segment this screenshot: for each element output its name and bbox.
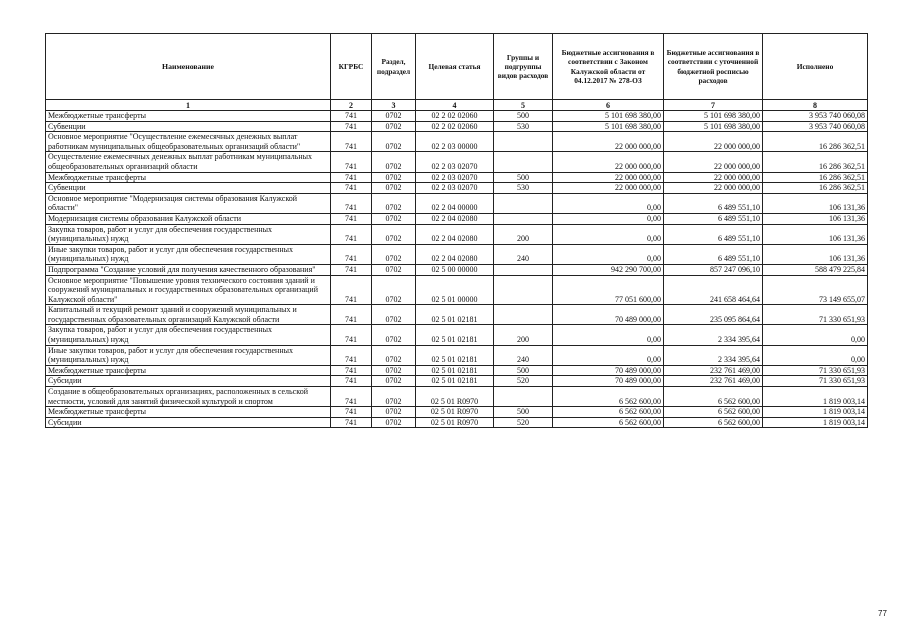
- row-razdel: 0702: [372, 244, 416, 264]
- column-number: 1: [46, 100, 331, 111]
- row-name: Межбюджетные трансферты: [46, 172, 331, 183]
- row-zakon-amount: 0,00: [553, 345, 664, 365]
- row-kgrbs: 741: [331, 152, 372, 172]
- row-ispolneno-amount: 71 330 651,93: [763, 305, 868, 325]
- page-number: 77: [878, 609, 887, 618]
- row-zakon-amount: 70 489 000,00: [553, 365, 664, 376]
- row-celevaya-statya: 02 5 01 02181: [416, 305, 494, 325]
- row-zakon-amount: 77 051 600,00: [553, 275, 664, 305]
- row-ispolneno-amount: 71 330 651,93: [763, 376, 868, 387]
- row-kgrbs: 741: [331, 305, 372, 325]
- row-kgrbs: 741: [331, 132, 372, 152]
- row-kgrbs: 741: [331, 244, 372, 264]
- budget-table: [45, 33, 868, 428]
- row-celevaya-statya: 02 2 03 02070: [416, 172, 494, 183]
- row-zakon-amount: 0,00: [553, 193, 664, 213]
- row-vid-rashodov: [494, 305, 553, 325]
- row-rospis-amount: 6 489 551,10: [664, 193, 763, 213]
- header-kgrbs: КГРБС: [331, 34, 372, 100]
- table-row: [46, 275, 868, 305]
- header-vid-rashodov: Группы и подгруппы видов расходов: [494, 34, 553, 100]
- row-name: Субвенции: [46, 121, 331, 132]
- table-row: [46, 345, 868, 365]
- row-ispolneno-amount: 106 131,36: [763, 193, 868, 213]
- row-kgrbs: 741: [331, 193, 372, 213]
- row-vid-rashodov: [494, 264, 553, 275]
- row-vid-rashodov: 500: [494, 407, 553, 418]
- column-number: 5: [494, 100, 553, 111]
- row-vid-rashodov: 520: [494, 417, 553, 428]
- row-celevaya-statya: 02 2 02 02060: [416, 121, 494, 132]
- row-name: Закупка товаров, работ и услуг для обеспечения государственных (муниципальных) нужд: [46, 224, 331, 244]
- table-row: [46, 172, 868, 183]
- row-rospis-amount: 6 489 551,10: [664, 213, 763, 224]
- table-row: [46, 193, 868, 213]
- row-name: Субсидии: [46, 376, 331, 387]
- row-kgrbs: 741: [331, 376, 372, 387]
- row-kgrbs: 741: [331, 365, 372, 376]
- row-zakon-amount: 6 562 600,00: [553, 387, 664, 407]
- row-name: Закупка товаров, работ и услуг для обеспечения государственных (муниципальных) нужд: [46, 325, 331, 345]
- row-rospis-amount: 6 489 551,10: [664, 244, 763, 264]
- row-ispolneno-amount: 1 819 003,14: [763, 417, 868, 428]
- row-rospis-amount: 241 658 464,64: [664, 275, 763, 305]
- row-vid-rashodov: [494, 213, 553, 224]
- row-ispolneno-amount: 16 286 362,51: [763, 172, 868, 183]
- row-name: Модернизация системы образования Калужской области: [46, 213, 331, 224]
- row-ispolneno-amount: 71 330 651,93: [763, 365, 868, 376]
- row-name: Осуществление ежемесячных денежных выплат работникам муниципальных общеобразовательных организаций области: [46, 152, 331, 172]
- row-celevaya-statya: 02 2 04 02080: [416, 213, 494, 224]
- header-rospis-assignments: Бюджетные ассигнования в соответствии с уточненной бюджетной росписью расходов: [664, 34, 763, 100]
- column-number: 4: [416, 100, 494, 111]
- column-number: 6: [553, 100, 664, 111]
- row-ispolneno-amount: 3 953 740 060,08: [763, 111, 868, 122]
- row-zakon-amount: 6 562 600,00: [553, 407, 664, 418]
- row-razdel: 0702: [372, 365, 416, 376]
- row-celevaya-statya: 02 2 04 00000: [416, 193, 494, 213]
- row-kgrbs: 741: [331, 213, 372, 224]
- row-celevaya-statya: 02 5 00 00000: [416, 264, 494, 275]
- row-vid-rashodov: 500: [494, 365, 553, 376]
- row-zakon-amount: 6 562 600,00: [553, 417, 664, 428]
- row-rospis-amount: 22 000 000,00: [664, 183, 763, 194]
- row-zakon-amount: 22 000 000,00: [553, 183, 664, 194]
- row-name: Субсидии: [46, 417, 331, 428]
- table-row: [46, 121, 868, 132]
- row-celevaya-statya: 02 5 01 02181: [416, 376, 494, 387]
- row-vid-rashodov: 520: [494, 376, 553, 387]
- row-vid-rashodov: [494, 193, 553, 213]
- row-ispolneno-amount: 16 286 362,51: [763, 132, 868, 152]
- row-name: Подпрограмма "Создание условий для получения качественного образования": [46, 264, 331, 275]
- row-kgrbs: 741: [331, 172, 372, 183]
- row-ispolneno-amount: 3 953 740 060,08: [763, 121, 868, 132]
- row-razdel: 0702: [372, 264, 416, 275]
- row-vid-rashodov: 240: [494, 244, 553, 264]
- header-razdel: Раздел, подраздел: [372, 34, 416, 100]
- row-celevaya-statya: 02 5 01 R0970: [416, 387, 494, 407]
- row-name: Основное мероприятие "Повышение уровня технического состояния зданий и сооружений муниципальных и государственных образовательных организаций Калужской области": [46, 275, 331, 305]
- row-rospis-amount: 235 095 864,64: [664, 305, 763, 325]
- row-zakon-amount: 0,00: [553, 244, 664, 264]
- row-zakon-amount: 70 489 000,00: [553, 305, 664, 325]
- row-zakon-amount: 22 000 000,00: [553, 132, 664, 152]
- row-ispolneno-amount: 1 819 003,14: [763, 387, 868, 407]
- row-ispolneno-amount: 1 819 003,14: [763, 407, 868, 418]
- row-rospis-amount: 232 761 469,00: [664, 365, 763, 376]
- table-row: [46, 305, 868, 325]
- row-razdel: 0702: [372, 387, 416, 407]
- row-celevaya-statya: 02 2 03 00000: [416, 132, 494, 152]
- row-zakon-amount: 5 101 698 380,00: [553, 111, 664, 122]
- row-vid-rashodov: 200: [494, 224, 553, 244]
- row-rospis-amount: 22 000 000,00: [664, 152, 763, 172]
- header-row: [46, 34, 868, 100]
- table-row: [46, 183, 868, 194]
- row-ispolneno-amount: 73 149 655,07: [763, 275, 868, 305]
- row-rospis-amount: 6 562 600,00: [664, 407, 763, 418]
- table-row: [46, 244, 868, 264]
- row-rospis-amount: 6 562 600,00: [664, 387, 763, 407]
- row-celevaya-statya: 02 2 04 02080: [416, 244, 494, 264]
- table-row: [46, 325, 868, 345]
- table-row: [46, 407, 868, 418]
- row-ispolneno-amount: 16 286 362,51: [763, 152, 868, 172]
- row-celevaya-statya: 02 2 03 02070: [416, 152, 494, 172]
- column-number-row: [46, 100, 868, 111]
- row-ispolneno-amount: 0,00: [763, 325, 868, 345]
- row-kgrbs: 741: [331, 275, 372, 305]
- row-name: Основное мероприятие "Модернизация системы образования Калужской области": [46, 193, 331, 213]
- row-razdel: 0702: [372, 183, 416, 194]
- row-kgrbs: 741: [331, 264, 372, 275]
- table-row: [46, 224, 868, 244]
- row-celevaya-statya: 02 5 01 02181: [416, 365, 494, 376]
- row-celevaya-statya: 02 5 01 R0970: [416, 417, 494, 428]
- column-number: 8: [763, 100, 868, 111]
- row-celevaya-statya: 02 5 01 00000: [416, 275, 494, 305]
- row-rospis-amount: 232 761 469,00: [664, 376, 763, 387]
- row-vid-rashodov: [494, 132, 553, 152]
- row-name: Создание в общеобразовательных организациях, расположенных в сельской местности, условий для занятий физической культурой и спортом: [46, 387, 331, 407]
- header-name: Наименование: [46, 34, 331, 100]
- row-razdel: 0702: [372, 407, 416, 418]
- row-kgrbs: 741: [331, 111, 372, 122]
- row-name: Иные закупки товаров, работ и услуг для обеспечения государственных (муниципальных) нужд: [46, 244, 331, 264]
- row-vid-rashodov: 530: [494, 121, 553, 132]
- column-number: 2: [331, 100, 372, 111]
- table-row: [46, 132, 868, 152]
- row-zakon-amount: 0,00: [553, 224, 664, 244]
- row-kgrbs: 741: [331, 224, 372, 244]
- row-name: Субвенции: [46, 183, 331, 194]
- table-row: [46, 365, 868, 376]
- row-razdel: 0702: [372, 325, 416, 345]
- row-vid-rashodov: [494, 387, 553, 407]
- row-rospis-amount: 22 000 000,00: [664, 132, 763, 152]
- row-name: Иные закупки товаров, работ и услуг для обеспечения государственных (муниципальных) нужд: [46, 345, 331, 365]
- table-row: [46, 152, 868, 172]
- row-celevaya-statya: 02 2 04 02080: [416, 224, 494, 244]
- table-row: [46, 417, 868, 428]
- row-zakon-amount: 5 101 698 380,00: [553, 121, 664, 132]
- table-row: [46, 213, 868, 224]
- row-ispolneno-amount: 16 286 362,51: [763, 183, 868, 194]
- row-name: Межбюджетные трансферты: [46, 365, 331, 376]
- header-ispolneno: Исполнено: [763, 34, 868, 100]
- row-name: Межбюджетные трансферты: [46, 111, 331, 122]
- column-number: 3: [372, 100, 416, 111]
- row-zakon-amount: 22 000 000,00: [553, 152, 664, 172]
- row-rospis-amount: 6 489 551,10: [664, 224, 763, 244]
- row-razdel: 0702: [372, 275, 416, 305]
- row-name: Межбюджетные трансферты: [46, 407, 331, 418]
- table-row: [46, 264, 868, 275]
- row-razdel: 0702: [372, 172, 416, 183]
- row-rospis-amount: 2 334 395,64: [664, 325, 763, 345]
- row-razdel: 0702: [372, 376, 416, 387]
- row-zakon-amount: 0,00: [553, 213, 664, 224]
- row-razdel: 0702: [372, 224, 416, 244]
- row-ispolneno-amount: 106 131,36: [763, 244, 868, 264]
- row-ispolneno-amount: 106 131,36: [763, 224, 868, 244]
- header-zakon-assignments: Бюджетные ассигнования в соответствии с Законом Калужской области от 04.12.2017 № 278-ОЗ: [553, 34, 664, 100]
- row-vid-rashodov: 530: [494, 183, 553, 194]
- row-rospis-amount: 5 101 698 380,00: [664, 121, 763, 132]
- row-vid-rashodov: [494, 152, 553, 172]
- table-row: [46, 387, 868, 407]
- row-vid-rashodov: 500: [494, 111, 553, 122]
- row-razdel: 0702: [372, 121, 416, 132]
- row-celevaya-statya: 02 5 01 02181: [416, 345, 494, 365]
- row-rospis-amount: 857 247 096,10: [664, 264, 763, 275]
- row-zakon-amount: 0,00: [553, 325, 664, 345]
- row-kgrbs: 741: [331, 325, 372, 345]
- row-razdel: 0702: [372, 213, 416, 224]
- row-rospis-amount: 2 334 395,64: [664, 345, 763, 365]
- row-vid-rashodov: 240: [494, 345, 553, 365]
- row-vid-rashodov: 200: [494, 325, 553, 345]
- row-kgrbs: 741: [331, 183, 372, 194]
- table-row: [46, 376, 868, 387]
- row-razdel: 0702: [372, 111, 416, 122]
- row-zakon-amount: 942 290 700,00: [553, 264, 664, 275]
- row-zakon-amount: 70 489 000,00: [553, 376, 664, 387]
- row-name: Капитальный и текущий ремонт зданий и сооружений муниципальных и государственных образовательных организаций Калужской области: [46, 305, 331, 325]
- row-vid-rashodov: [494, 275, 553, 305]
- row-razdel: 0702: [372, 132, 416, 152]
- row-razdel: 0702: [372, 193, 416, 213]
- table-row: [46, 111, 868, 122]
- row-razdel: 0702: [372, 345, 416, 365]
- header-celevaya-statya: Целевая статья: [416, 34, 494, 100]
- row-celevaya-statya: 02 2 03 02070: [416, 183, 494, 194]
- row-razdel: 0702: [372, 417, 416, 428]
- row-kgrbs: 741: [331, 121, 372, 132]
- row-kgrbs: 741: [331, 387, 372, 407]
- row-ispolneno-amount: 106 131,36: [763, 213, 868, 224]
- row-celevaya-statya: 02 5 01 R0970: [416, 407, 494, 418]
- row-name: Основное мероприятие "Осуществление ежемесячных денежных выплат работникам муниципальных общеобразовательных организаций области": [46, 132, 331, 152]
- row-razdel: 0702: [372, 152, 416, 172]
- row-ispolneno-amount: 0,00: [763, 345, 868, 365]
- row-celevaya-statya: 02 2 02 02060: [416, 111, 494, 122]
- table-body: [46, 111, 868, 428]
- row-razdel: 0702: [372, 305, 416, 325]
- row-celevaya-statya: 02 5 01 02181: [416, 325, 494, 345]
- row-zakon-amount: 22 000 000,00: [553, 172, 664, 183]
- row-rospis-amount: 6 562 600,00: [664, 417, 763, 428]
- column-number: 7: [664, 100, 763, 111]
- row-ispolneno-amount: 588 479 225,84: [763, 264, 868, 275]
- row-kgrbs: 741: [331, 407, 372, 418]
- row-kgrbs: 741: [331, 345, 372, 365]
- row-rospis-amount: 5 101 698 380,00: [664, 111, 763, 122]
- row-vid-rashodov: 500: [494, 172, 553, 183]
- row-rospis-amount: 22 000 000,00: [664, 172, 763, 183]
- row-kgrbs: 741: [331, 417, 372, 428]
